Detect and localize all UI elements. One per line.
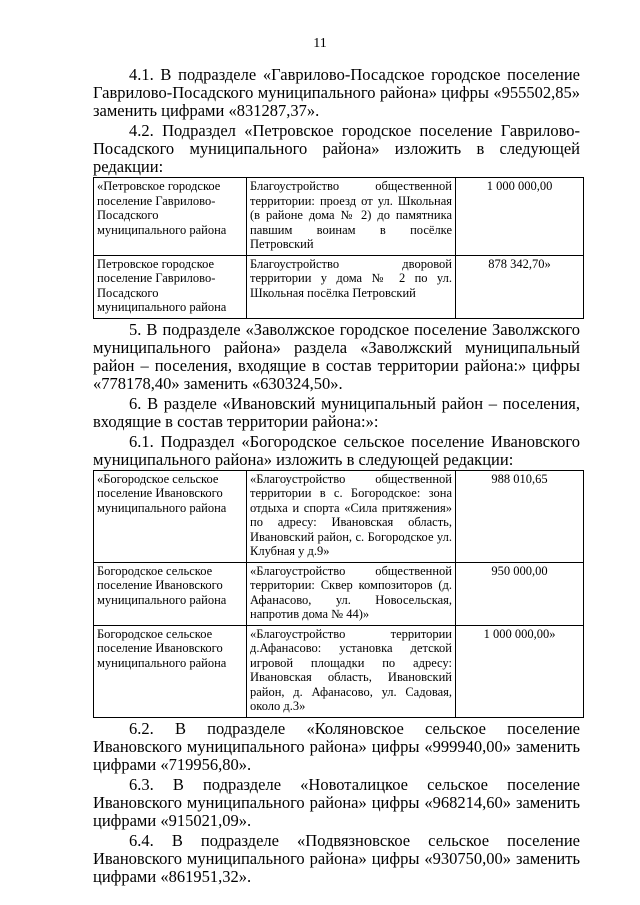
paragraph-4-1: 4.1. В подразделе «Гаврилово-Посадское городское поселение Гаврилово-Посадского муниципального района» цифры «955502,85» заменить цифрами «831287,37». — [93, 65, 580, 120]
paragraph-6-2: 6.2. В подразделе «Коляновское сельское поселение Ивановского муниципального района» цифры «999940,00» заменить цифрами «719956,80». — [93, 718, 580, 774]
table-row — [94, 178, 584, 256]
paragraph-6-3: 6.3. В подразделе «Новоталицкое сельское поселение Ивановского муниципального района» цифры «968214,60» заменить цифрами «915021,09». — [93, 774, 580, 830]
table-bogorodskoe — [93, 470, 584, 718]
table-cell-amount: 950 000,00 — [456, 562, 584, 625]
table-cell-settlement: «Богородское сельское поселение Ивановского муниципального района — [94, 470, 247, 562]
table-cell-description: «Благоустройство общественной территории: Сквер композиторов (д. Афанасово, ул. Новосельская, напротив дома № 44)» — [247, 562, 456, 625]
table-row — [94, 625, 584, 717]
table-petrovskoe — [93, 177, 584, 319]
paragraph-4-2: 4.2. Подраздел «Петровское городское поселение Гаврилово-Посадского муниципального района» изложить в следующей редакции: — [93, 121, 580, 176]
paragraph-6-4: 6.4. В подразделе «Подвязновское сельское поселение Ивановского муниципального района» цифры «930750,00» заменить цифрами «861951,32». — [93, 830, 580, 886]
table-cell-description: «Благоустройство территории д.Афанасово: установка детской игровой площадки по адресу: Ивановская область, Ивановский район, д. Афанасово, ул. Садовая, около д.3» — [247, 625, 456, 717]
table-cell-settlement: Петровское городское поселение Гаврилово-Посадского муниципального района — [94, 255, 247, 318]
paragraph-6-1: 6.1. Подраздел «Богородское сельское поселение Ивановского муниципального района» изложить в следующей редакции: — [93, 431, 580, 469]
table-row — [94, 255, 584, 318]
table-cell-settlement: «Петровское городское поселение Гаврилово-Посадского муниципального района — [94, 178, 247, 256]
paragraph-5: 5. В подразделе «Заволжское городское поселение Заволжского муниципального района» раздела «Заволжский муниципальный район – поселения, входящие в состав территории района:» цифры «778178,40» заменить «630324,50». — [93, 319, 580, 393]
table-cell-description: Благоустройство дворовой территории у дома № 2 по ул. Школьная посёлка Петровский — [247, 255, 456, 318]
page-number: 11 — [313, 36, 327, 51]
table-cell-description: Благоустройство общественной территории: проезд от ул. Школьная (в районе дома № 2) до памятника павшим воинам в посёлке Петровский — [247, 178, 456, 256]
table-row — [94, 470, 584, 562]
paragraph-6: 6. В разделе «Ивановский муниципальный район – поселения, входящие в состав территории района:»: — [93, 393, 580, 431]
table-cell-amount: 988 010,65 — [456, 470, 584, 562]
table-row — [94, 562, 584, 625]
table-cell-settlement: Богородское сельское поселение Ивановского муниципального района — [94, 562, 247, 625]
table-cell-description: «Благоустройство общественной территории в с. Богородское: зона отдыха и спорта «Сила притяжения» по адресу: Ивановская область, Ивановский район, с. Богородское ул. Клубная у д.9» — [247, 470, 456, 562]
table-cell-settlement: Богородское сельское поселение Ивановского муниципального района — [94, 625, 247, 717]
document-body — [93, 66, 580, 886]
table-cell-amount: 878 342,70» — [456, 255, 584, 318]
table-cell-amount: 1 000 000,00 — [456, 178, 584, 256]
table-cell-amount: 1 000 000,00» — [456, 625, 584, 717]
